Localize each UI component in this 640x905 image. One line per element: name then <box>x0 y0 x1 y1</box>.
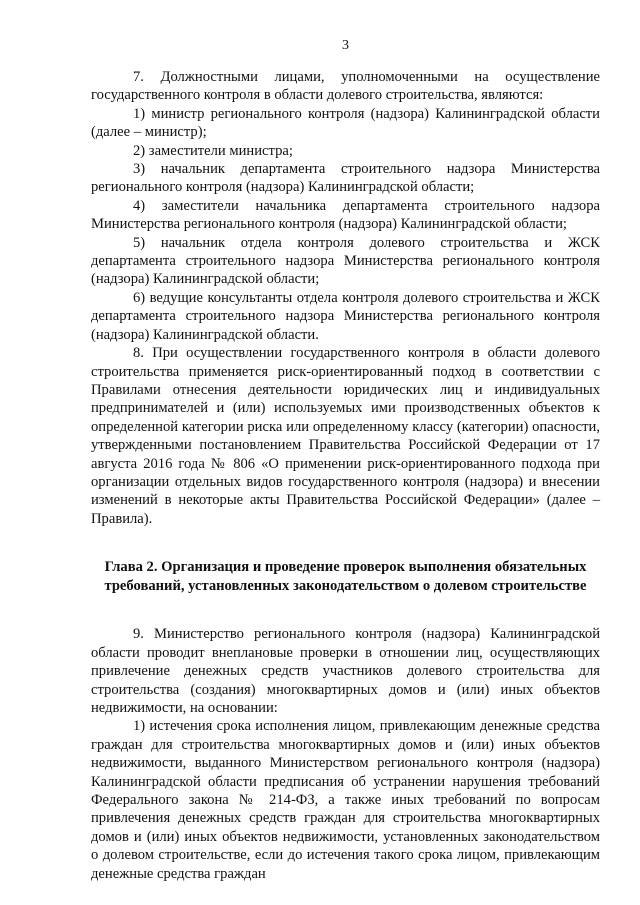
section-top <box>91 68 600 528</box>
list-item-2: 2) заместители министра; <box>133 142 293 159</box>
list-item-5: 5) начальник отдела контроля долевого строительства и ЖСК департамента строительного надзора Министерства регионального контроля (надзора) Калининградской области; <box>91 234 600 288</box>
list-item-6: 6) ведущие консультанты отдела контроля долевого строительства и ЖСК департамента строительного надзора Министерства регионального контроля (надзора) Калининградской области. <box>91 289 600 343</box>
paragraph-9: 9. Министерство регионального контроля (надзора) Калининградской области проводит внеплановые проверки в отношении лиц, осуществляющих привлечение денежных средств участников долевого строительства для строительства (создания) многоквартирных домов и (или) иных объектов недвижимости, на основании: <box>91 626 600 716</box>
section-bottom <box>91 625 600 883</box>
list-item-4: 4) заместители начальника департамента строительного надзора Министерства регионального контроля (надзора) Калининградской области; <box>91 197 600 233</box>
list-item-1: 1) министр регионального контроля (надзора) Калининградской области (далее – министр); <box>91 105 600 141</box>
paragraph-8: 8. При осуществлении государственного контроля в области долевого строительства применяется риск-ориентированный подход в соответствии с Правилами отнесения деятельности юридических лиц и индивидуальных предпринимателей и (или) используемых ими производственных объектов к определенной категории риска или определенному классу (категории) опасности, утвержденными постановлением Правительства Российской Федерации от 17 августа 2016 года № 806 «О применении риск-ориентированного подхода при организации отдельных видов государственного контроля (надзора) и внесении изменений в некоторые акты Правительства Российской Федерации» (далее – Правила). <box>91 345 600 527</box>
paragraph-9-item-1: 1) истечения срока исполнения лицом, привлекающим денежные средства граждан для строительства многоквартирных домов и (или) иных объектов недвижимости, выданного Министерством регионального контроля (надзора) Калининградской области предписания об устранении нарушения требований Федерального закона № 214-ФЗ, а также иных требований по вопросам привлечения денежных средств граждан для строительства многоквартирных домов и (или) иных объектов недвижимости, установленных законодательством о долевом строительстве, если до истечения такого срока лицом, привлекающим денежные средства граждан <box>91 718 600 882</box>
chapter-heading: Глава 2. Организация и проведение проверок выполнения обязательных требований, установленных законодательством о долевом строительстве <box>104 559 587 594</box>
page-number: 3 <box>342 38 349 53</box>
paragraph-7: 7. Должностными лицами, уполномоченными на осуществление государственного контроля в области долевого строительства, являются: <box>91 69 600 104</box>
list-item-3: 3) начальник департамента строительного надзора Министерства регионального контроля (надзора) Калининградской области; <box>91 161 600 196</box>
